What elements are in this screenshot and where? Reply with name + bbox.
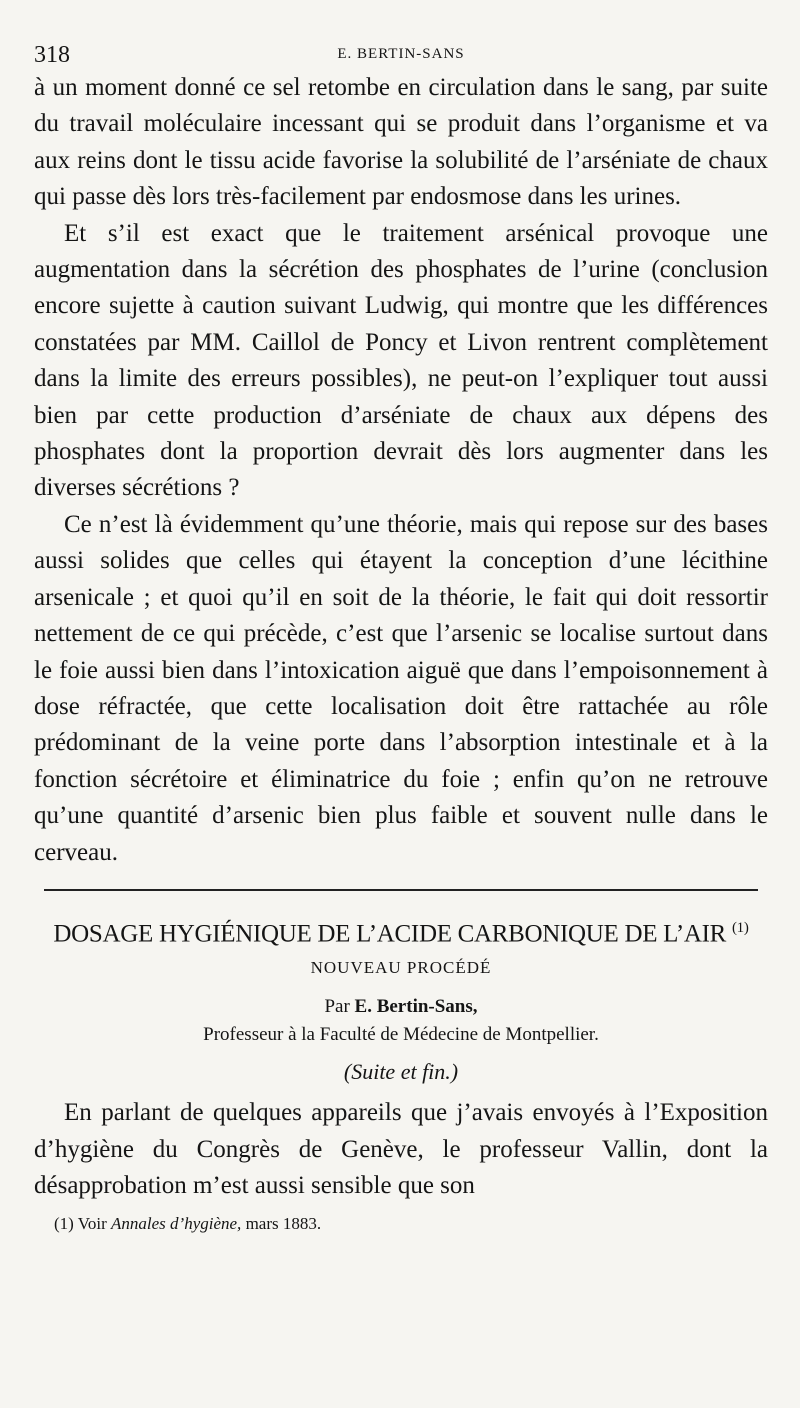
author-name: E. Bertin-Sans, <box>354 996 478 1018</box>
paragraph: à un moment donné ce sel retombe en circulation dans le sang, par suite du travail moléculaire incessant qui se produit dans l’organisme et va aux reins dont le tissu acide favorise la solubilité de l’arséniate de chaux qui passe dès lors très-facilement par endosmose dans les urines. <box>34 74 768 211</box>
article-text <box>34 1095 768 1204</box>
footnote-journal: Annales d’hygiène, <box>111 1214 242 1234</box>
article-subtitle: NOUVEAU PROCÉDÉ <box>310 958 492 978</box>
footnote <box>34 1210 768 1238</box>
paragraph: En parlant de quelques appareils que j’avais envoyés à l’Exposition d’hygiène du Congrès de Genève, le professeur Vallin, dont la désapprobation m’est aussi sensible que son <box>34 1099 768 1200</box>
footnote-text: Voir <box>77 1214 107 1234</box>
byline <box>34 993 768 1021</box>
footnote-marker: (1) <box>731 919 749 936</box>
footnote-date: mars 1883. <box>245 1214 322 1234</box>
article-title-text: DOSAGE HYGIÉNIQUE DE L’ACIDE CARBONIQUE DE L’AIR <box>53 920 727 948</box>
author-affiliation: Professeur à la Faculté de Médecine de Montpellier. <box>203 1024 599 1046</box>
byline-prefix: Par <box>324 996 350 1018</box>
document-page <box>34 30 768 1238</box>
section-divider <box>44 889 758 891</box>
footnote-marker: (1) <box>54 1214 74 1234</box>
paragraph: Ce n’est là évidemment qu’une théorie, mais qui repose sur des bases aussi solides que celles qui étayent la conception d’une lécithine arsenicale ; et quoi qu’il en soit de la théorie, le fait qui doit ressortir nettement de ce qui précède, c’est que l’arsenic se localise surtout dans le foie aussi bien dans l’intoxication aiguë que dans l’empoisonnement à dose réfractée, que cette localisation doit être rattachée au rôle prédominant de la veine porte dans l’absorption intestinale et à la fonction sécrétoire et éliminatrice du foie ; enfin qu’on ne retrouve qu’une quantité d’arsenic bien plus faible et souvent nulle dans le cerveau. <box>34 510 768 866</box>
article-title <box>34 911 768 951</box>
continuation-note: (Suite et fin.) <box>343 1059 459 1085</box>
paragraph: Et s’il est exact que le traitement arsénical provoque une augmentation dans la sécrétion des phosphates de l’urine (conclusion encore sujette à caution suivant Ludwig, qui montre que les différences constatées par MM. Caillol de Poncy et Livon rentrent complètement dans la limite des erreurs possibles), ne peut-on l’expliquer tout aussi bien par cette production d’arséniate de chaux aux dépens des phosphates dont la proportion devrait dès lors augmenter dans les diverses sécrétions ? <box>34 219 768 502</box>
previous-article-text <box>34 70 768 871</box>
running-head <box>34 30 768 70</box>
page-number: 318 <box>34 42 70 68</box>
running-title: E. BERTIN-SANS <box>337 46 465 62</box>
